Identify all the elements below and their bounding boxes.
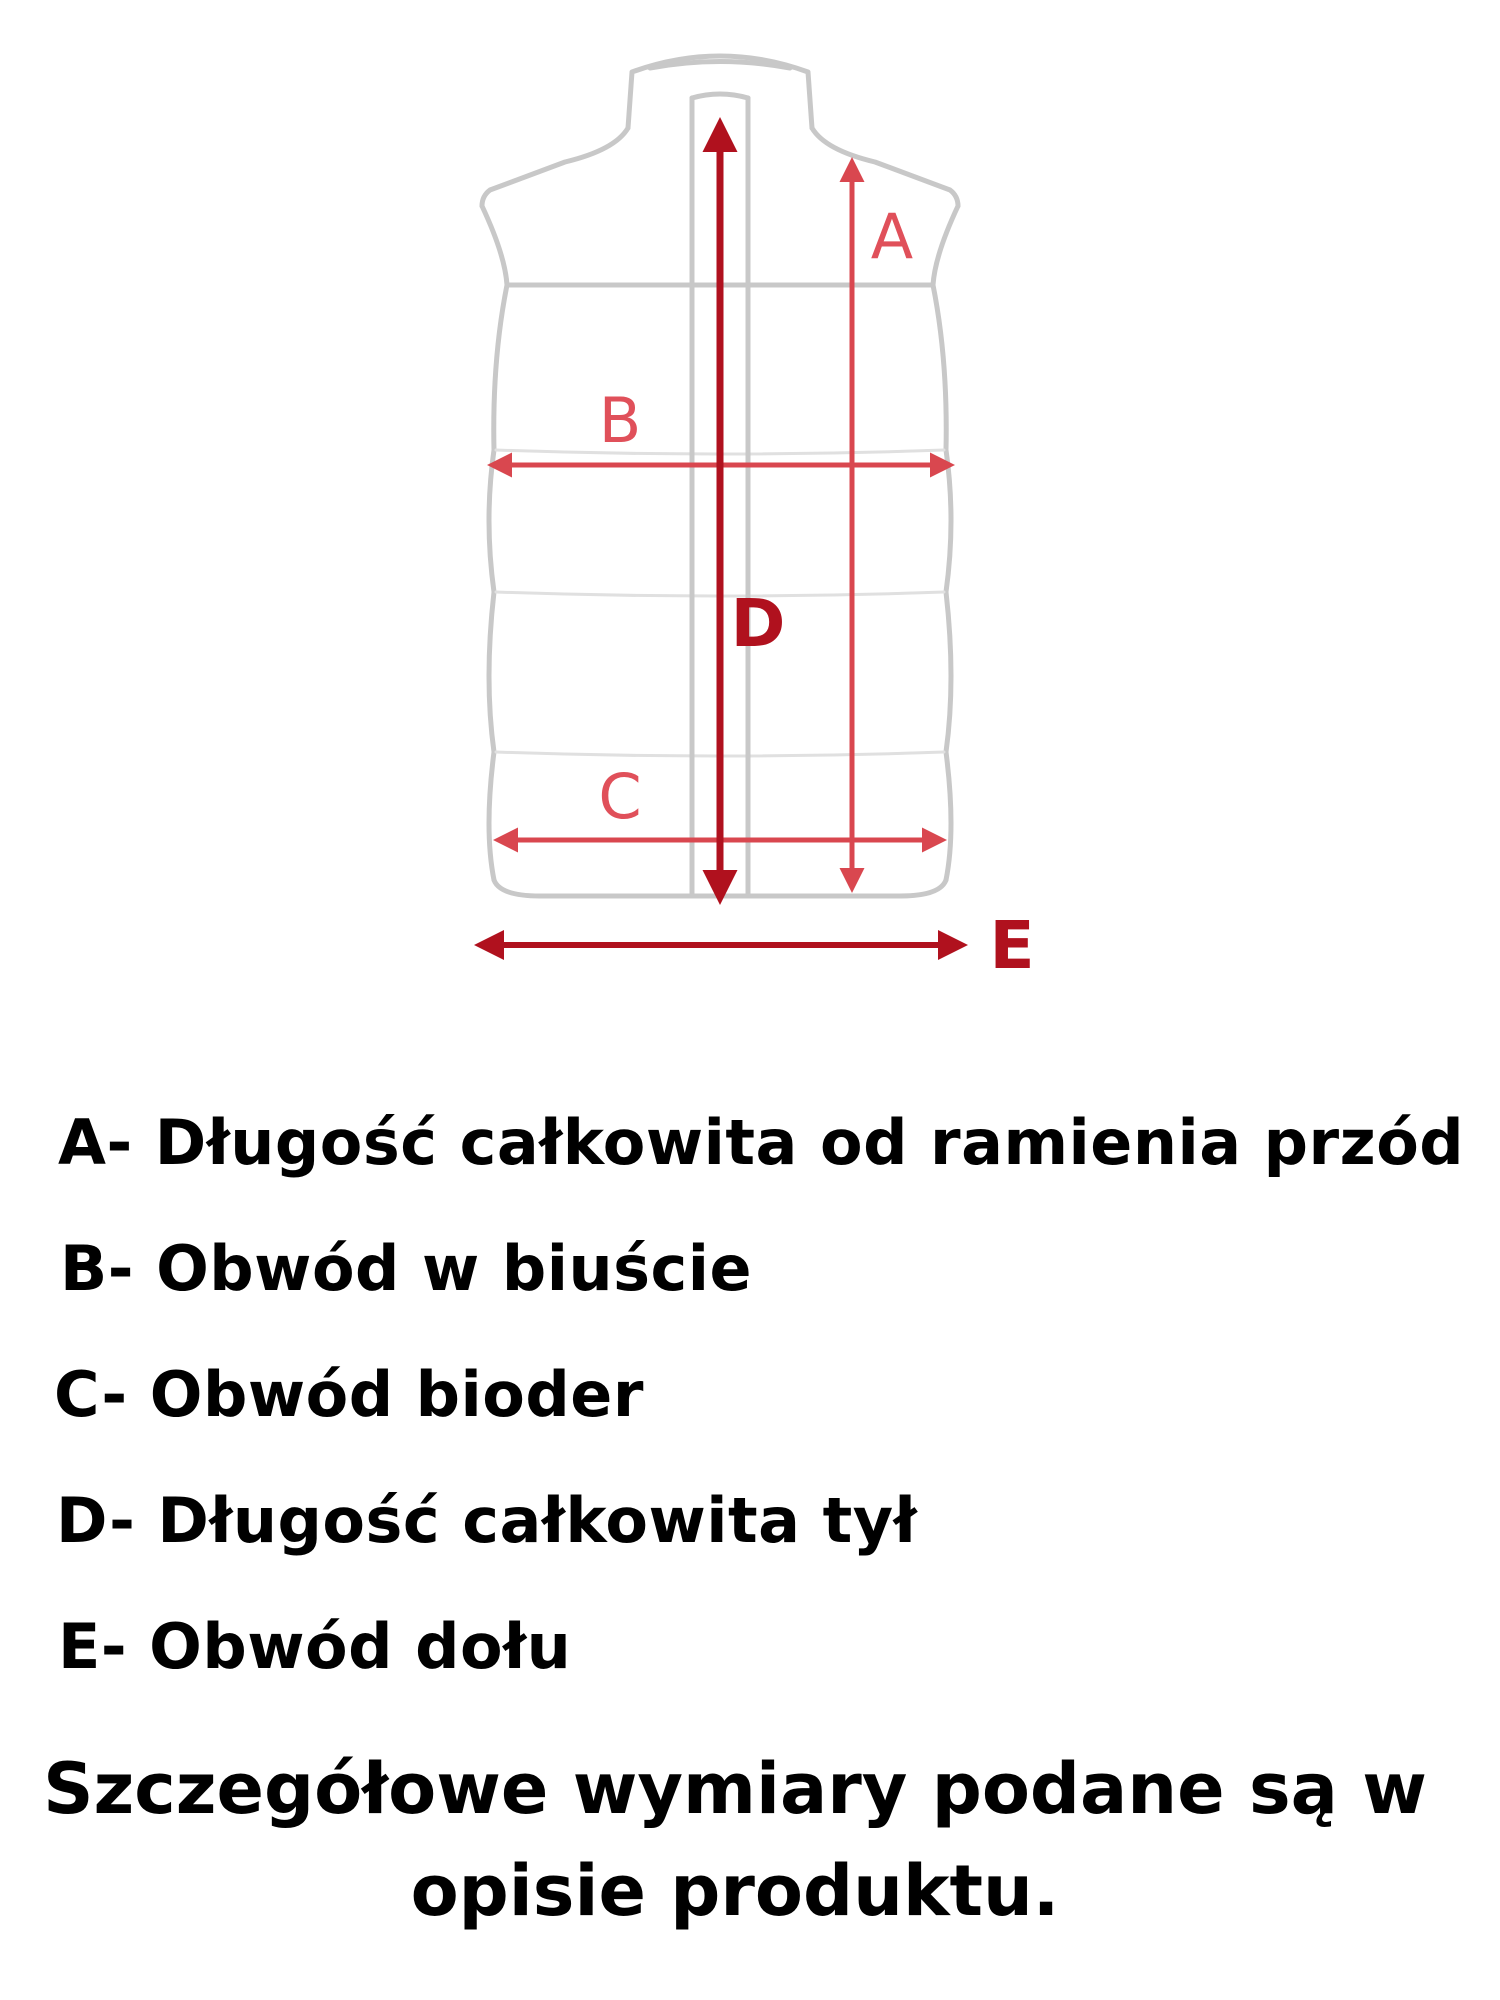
legend-item-b: B- Obwód w biuście [60,1232,753,1305]
label-a: A [870,200,914,273]
label-d: D [730,585,786,662]
legend-item-d: D- Długość całkowita tył [56,1484,918,1557]
legend-item-a: A- Długość całkowita od ramienia przód [58,1106,1465,1179]
label-c: C [598,760,642,833]
label-b: B [598,384,642,457]
legend-item-c: C- Obwód bioder [54,1358,644,1431]
footer-note: Szczegółowe wymiary podane są w opisie produktu. [43,1748,1427,1932]
label-e: E [989,907,1035,984]
legend-item-e: E- Obwód dołu [58,1610,572,1683]
